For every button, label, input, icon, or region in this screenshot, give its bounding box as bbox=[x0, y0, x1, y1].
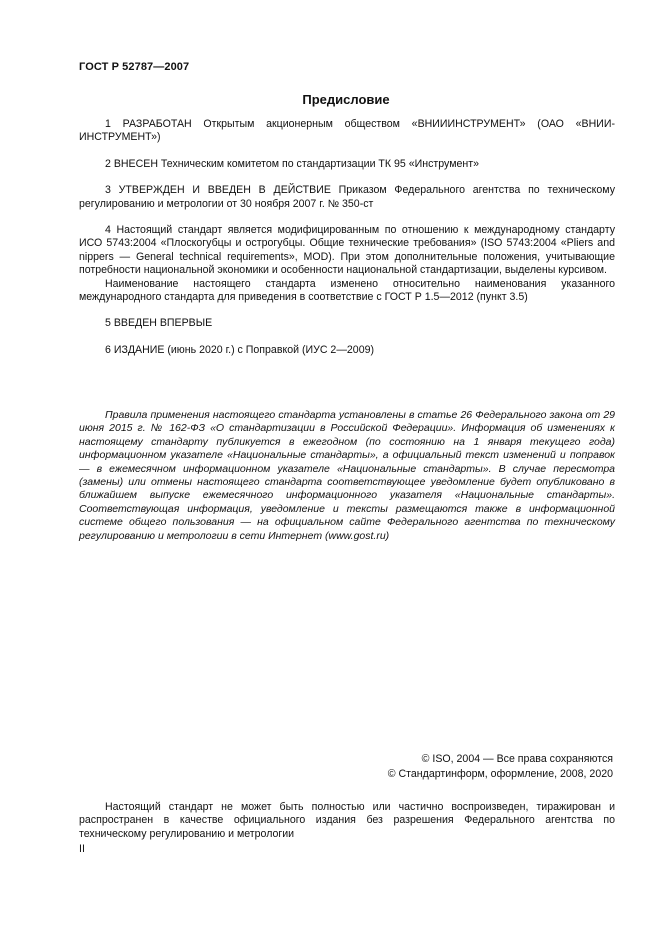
document-code: ГОСТ Р 52787—2007 bbox=[79, 61, 190, 73]
copyright-standartinform: © Стандартинформ, оформление, 2008, 2020 bbox=[387, 768, 613, 780]
section-3-approved: 3 УТВЕРЖДЕН И ВВЕДЕН В ДЕЙСТВИЕ Приказом Федерального агентства по техническому регулированию и метрологии от 30 ноября 2007 г. № 350-ст bbox=[79, 184, 615, 210]
section-5-introduced: 5 ВВЕДЕН ВПЕРВЫЕ bbox=[105, 317, 213, 330]
notice-text: Правила применения настоящего стандарта установлены в статье 26 Федерального закона от 29 июня 2015 г. № 162-ФЗ «О стандартизации в Российской Федерации». Информация об изменениях к настоящему стандарту публикуется в ежегодном (по состоянию на 1 января текущего года) информационном указателе «Национальные стандарты», а официальный текст изменений и поправок — в ежемесячном информационном указателе «Национальные стандарты». В случае пересмотра (замены) или отмены настоящего стандарта соответствующее уведомление будет опубликовано в ближайшем выпуске ежемесячного информационного указателя «Национальные стандарты». Соответствующая информация, уведомление и тексты размещаются также в информационной системе общего пользования — на официальном сайте Федерального агентства по техническому регулированию и метрологии в сети Интернет (www.gost.ru) bbox=[79, 409, 615, 542]
section-2-submitted: 2 ВНЕСЕН Техническим комитетом по стандартизации ТК 95 «Инструмент» bbox=[105, 157, 479, 170]
section-6-edition: 6 ИЗДАНИЕ (июнь 2020 г.) с Поправкой (ИУС 2—2009) bbox=[105, 343, 375, 356]
page-title: Предисловие bbox=[302, 92, 390, 107]
page-number: II bbox=[79, 843, 85, 855]
foreword-body bbox=[79, 118, 615, 357]
section-1-developed: 1 РАЗРАБОТАН Открытым акционерным обществом «ВНИИИНСТРУМЕНТ» (ОАО «ВНИИ-ИНСТРУМЕНТ») bbox=[79, 118, 615, 144]
copyright-iso: © ISO, 2004 — Все права сохраняются bbox=[421, 753, 613, 765]
reproduction-text: Настоящий стандарт не может быть полностью или частично воспроизведен, тиражирован и распространен в качестве официального издания без разрешения Федерального агентства по техническому регулированию и метрологии bbox=[79, 801, 615, 840]
reproduction-notice bbox=[79, 801, 615, 841]
application-rules-notice bbox=[79, 409, 615, 543]
copyright-block bbox=[388, 752, 613, 782]
section-4-modified: 4 Настоящий стандарт является модифицированным по отношению к международному стандарту ИСО 5743:2004 «Плоскогубцы и острогубцы. Общие технические требования» (ISO 5743:2004 «Pliers and nippers — General technical requirements», MOD). При этом дополнительные положения, учитывающие потребности национальной экономики и особенности национальной стандартизации, выделены курсивом. bbox=[79, 224, 615, 277]
section-4-name-change: Наименование настоящего стандарта изменено относительно наименования указанного международного стандарта для приведения в соответствие с ГОСТ Р 1.5—2012 (пункт 3.5) bbox=[79, 277, 615, 304]
